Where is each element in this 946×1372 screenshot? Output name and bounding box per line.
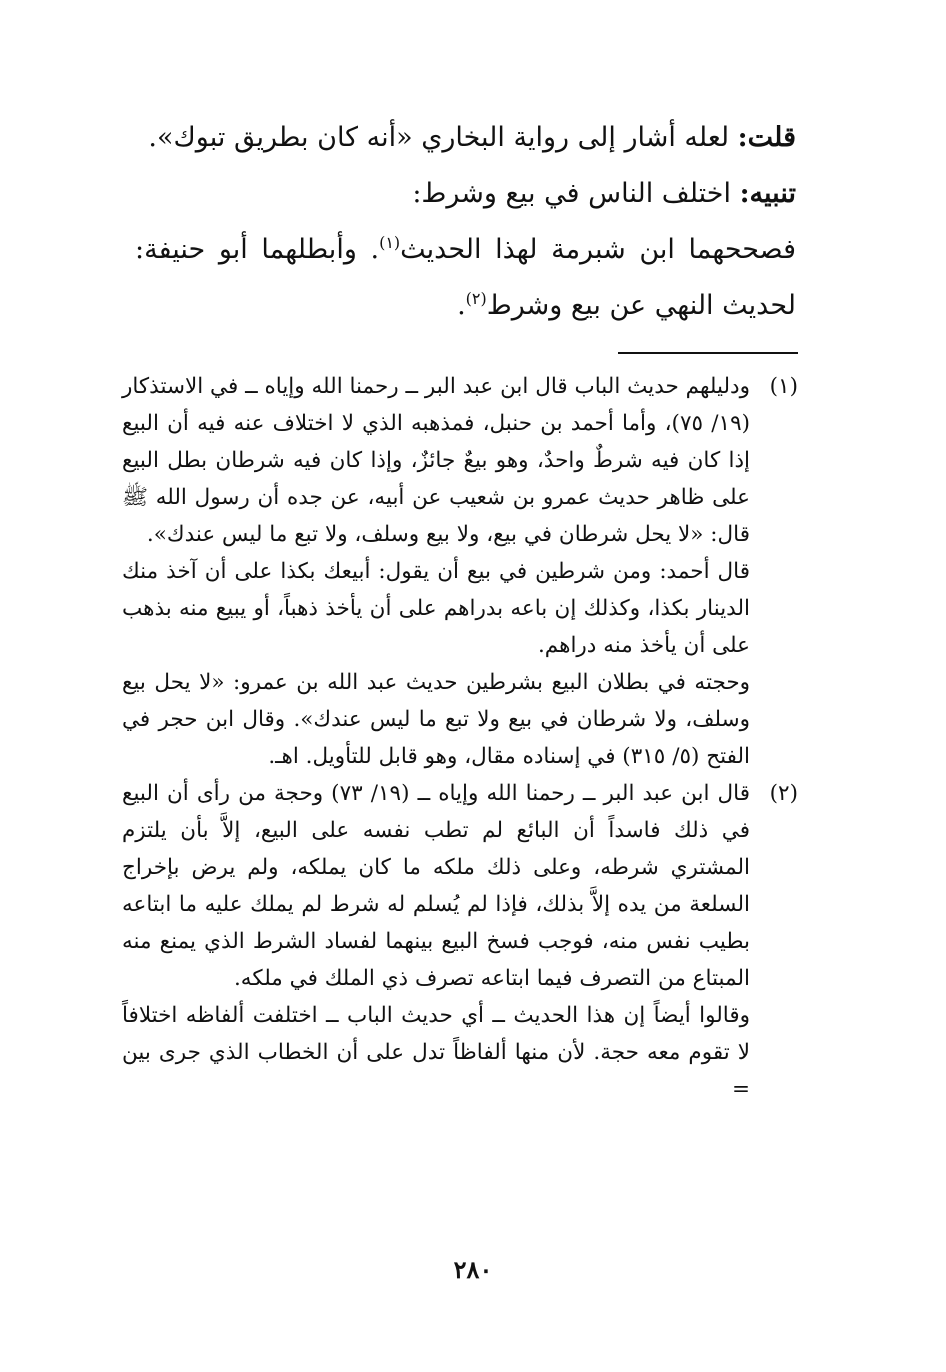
footnote-2-paragraph-2: وقالوا أيضاً إن هذا الحديث ــ أي حديث الباب ــ اختلفت ألفاظه اختلافاً لا تقوم معه حجة. لأن منها ألفاظاً تدل على أن الخطاب الذي جرى بين =: [122, 1003, 750, 1102]
footnote-separator: [618, 352, 798, 354]
footnote-1: [122, 368, 798, 553]
footnote-text: قال ابن عبد البر ــ رحمنا الله وإياه ــ (١٩/ ٧٣) وحجة من رأى أن البيع في ذلك فاسداً أن البائع لم تطب نفسه على البيع، إلاَّ بأن يلتزم المشتري شرطه، وعلى ذلك ملكه ما كان يملكه، ولم يرض بإخراج السلعة من يده إلاَّ بذلك، فإذا لم يُسلم له شرط لم يملك عليه ما ابتاعه بطيب نفس منه، فوجب فسخ البيع بينهما لفساد الشرط الذي يمنع منه المبتاع من التصرف فيما ابتاعه تصرف ذي الملك في ملكه.: [122, 781, 750, 991]
paragraph-label: تنبيه:: [739, 178, 796, 209]
paragraph-text: لعله أشار إلى رواية البخاري «أنه كان بطريق تبوك».: [148, 122, 738, 153]
paragraph-label: قلت:: [737, 122, 796, 153]
page-number: ٢٨٠: [453, 1255, 493, 1284]
footnote-2: [122, 775, 798, 997]
paragraph-text: اختلف الناس في بيع وشرط:: [412, 178, 740, 209]
footnote-1-paragraph-2: قال أحمد: ومن شرطين في بيع أن يقول: أبيعك بكذا على أن آخذ منك الدينار بكذا، وكذلك إن باعه بدراهم على أن يأخذ ذهباً، أو يبيع منه بذهب على أن يأخذ منه دراهم.: [122, 559, 750, 658]
footnote-1-paragraph-3: وحجته في بطلان البيع بشرطين حديث عبد الله بن عمرو: «لا يحل بيع وسلف، ولا شرطان في بيع ولا تبع ما ليس عندك». وقال ابن حجر في الفتح (٥/ ٣١٥) في إسناده مقال، وهو قابل للتأويل. اهـ.: [122, 670, 750, 769]
footnote-number: (٢): [769, 781, 798, 806]
main-paragraph-3: [135, 222, 796, 334]
main-text: [135, 110, 796, 334]
footnote-ref-2[interactable]: (٢): [465, 289, 487, 308]
footnote-ref-1[interactable]: (١): [379, 233, 401, 252]
footnotes: [122, 368, 798, 1108]
paragraph-text: .: [457, 290, 466, 321]
main-paragraph-2: [135, 166, 796, 222]
main-paragraph-1: [135, 110, 796, 166]
footnote-text: ودليلهم حديث الباب قال ابن عبد البر ــ رحمنا الله وإياه ــ في الاستذكار (١٩/ ٧٥)، وأما أحمد بن حنبل، فمذهبه الذي لا اختلاف عنه فيه أن البيع إذا كان فيه شرطٌ واحدٌ، وهو بيعٌ جائزٌ، وإذا كان فيه شرطان بطل البيع على ظاهر حديث عمرو بن شعيب عن أبيه، عن جده أن رسول الله ﷺ قال: «لا يحل شرطان في بيع، ولا بيع وسلف، ولا تبع ما ليس عندك».: [122, 374, 751, 547]
paragraph-text: فصححهما ابن شبرمة لهذا الحديث: [400, 234, 796, 265]
paragraph-text: . وأبطلهما أبو حنيفة: لحديث النهي عن بيع وشرط: [135, 234, 796, 321]
footnote-number: (١): [769, 374, 798, 399]
